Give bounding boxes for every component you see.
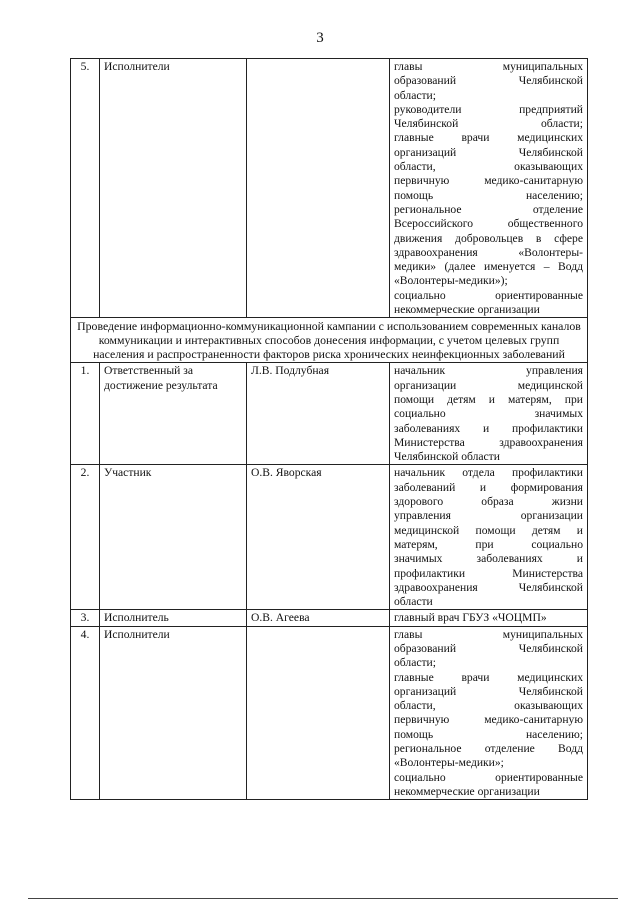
description-line: Челябинской области;: [394, 117, 583, 131]
row-description: [390, 363, 588, 465]
table-row: [71, 363, 588, 465]
description-line: первичную медико-санитарную: [394, 174, 583, 188]
description-line: здравоохранения «Волонтеры-: [394, 245, 583, 259]
description-line: организаций Челябинской: [394, 684, 583, 698]
row-person-name: О.В. Агеева: [247, 610, 390, 626]
description-line: профилактики Министерства: [394, 566, 583, 580]
section-title-row: [71, 318, 588, 363]
row-number: 3.: [71, 610, 100, 626]
section-title: Проведение информационно-коммуникационной кампании с использованием современных каналов коммуникации и интерактивных способов донесения информации, с учетом целевых групп населения и распространенности факторов риска хронических неинфекционных заболеваний: [71, 318, 588, 363]
description-line: образований Челябинской: [394, 74, 583, 88]
description-line: Министерства здравоохранения: [394, 435, 583, 449]
responsibility-table: [70, 58, 588, 800]
row-number: 4.: [71, 626, 100, 800]
description-line: движения добровольцев в сфере: [394, 231, 583, 245]
description-line: значимых заболеваниях и: [394, 552, 583, 566]
row-number: 5.: [71, 59, 100, 318]
section-header: [71, 318, 588, 363]
page-number: 3: [316, 30, 324, 46]
row-role: Участник: [100, 465, 247, 610]
description-line: первичную медико-санитарную: [394, 713, 583, 727]
description-line: социально ориентированные: [394, 288, 583, 302]
row-number: 2.: [71, 465, 100, 610]
table-row: [71, 626, 588, 800]
table-row: [71, 610, 588, 626]
description-line: области;: [394, 656, 436, 670]
table-block-b: [71, 363, 588, 800]
description-line: заболеваний и формирования: [394, 480, 583, 494]
description-line: социально значимых: [394, 407, 583, 421]
row-person-name: [247, 59, 390, 318]
description-line: главы муниципальных: [394, 60, 583, 73]
table-row: [71, 59, 588, 318]
row-number: 1.: [71, 363, 100, 465]
description-line: главные врачи медицинских: [394, 670, 583, 684]
description-line: главный врач ГБУЗ «ЧОЦМП»: [394, 611, 547, 625]
row-role: Исполнители: [100, 59, 247, 318]
description-line: области: [394, 595, 433, 609]
row-description: [390, 59, 588, 318]
description-line: организаций Челябинской: [394, 145, 583, 159]
row-role: Исполнитель: [100, 610, 247, 626]
description-line: Челябинской области: [394, 450, 500, 464]
description-line: региональное отделение: [394, 202, 583, 216]
row-description: [390, 626, 588, 800]
table-row: [71, 465, 588, 610]
description-line: заболеваниях и профилактики: [394, 421, 583, 435]
description-line: здорового образа жизни: [394, 495, 583, 509]
description-line: помощь населению;: [394, 188, 583, 202]
description-line: Всероссийского общественного: [394, 217, 583, 231]
description-line: области, оказывающих: [394, 160, 583, 174]
description-line: главные врачи медицинских: [394, 131, 583, 145]
row-person-name: О.В. Яворская: [247, 465, 390, 610]
description-line: помощь населению;: [394, 727, 583, 741]
description-line: медики» (далее именуется – Водд: [394, 260, 583, 274]
description-line: помощи детям и матерям, при: [394, 392, 583, 406]
description-line: области, оказывающих: [394, 699, 583, 713]
description-line: организации медицинской: [394, 378, 583, 392]
page-bottom-rule: [28, 898, 618, 899]
description-line: социально ориентированные: [394, 770, 583, 784]
description-line: региональное отделение Водд: [394, 742, 583, 756]
description-line: матерям, при социально: [394, 537, 583, 551]
description-line: «Волонтеры-медики»);: [394, 274, 508, 288]
description-line: области;: [394, 88, 436, 102]
description-line: главы муниципальных: [394, 627, 583, 641]
description-line: здравоохранения Челябинской: [394, 580, 583, 594]
description-line: управления организации: [394, 509, 583, 523]
description-line: руководители предприятий: [394, 102, 583, 116]
description-line: начальник управления: [394, 364, 583, 378]
row-person-name: Л.В. Подлубная: [247, 363, 390, 465]
description-line: «Волонтеры-медики»;: [394, 756, 504, 770]
row-description: [390, 610, 588, 626]
description-line: начальник отдела профилактики: [394, 466, 583, 480]
row-person-name: [247, 626, 390, 800]
row-description: [390, 465, 588, 610]
description-line: некоммерческие организации: [394, 784, 540, 798]
description-line: некоммерческие организации: [394, 303, 540, 317]
row-role: Ответственный за достижение результата: [100, 363, 247, 465]
row-role: Исполнители: [100, 626, 247, 800]
description-line: медицинской помощи детям и: [394, 523, 583, 537]
table-block-a: [71, 59, 588, 318]
description-line: образований Челябинской: [394, 641, 583, 655]
